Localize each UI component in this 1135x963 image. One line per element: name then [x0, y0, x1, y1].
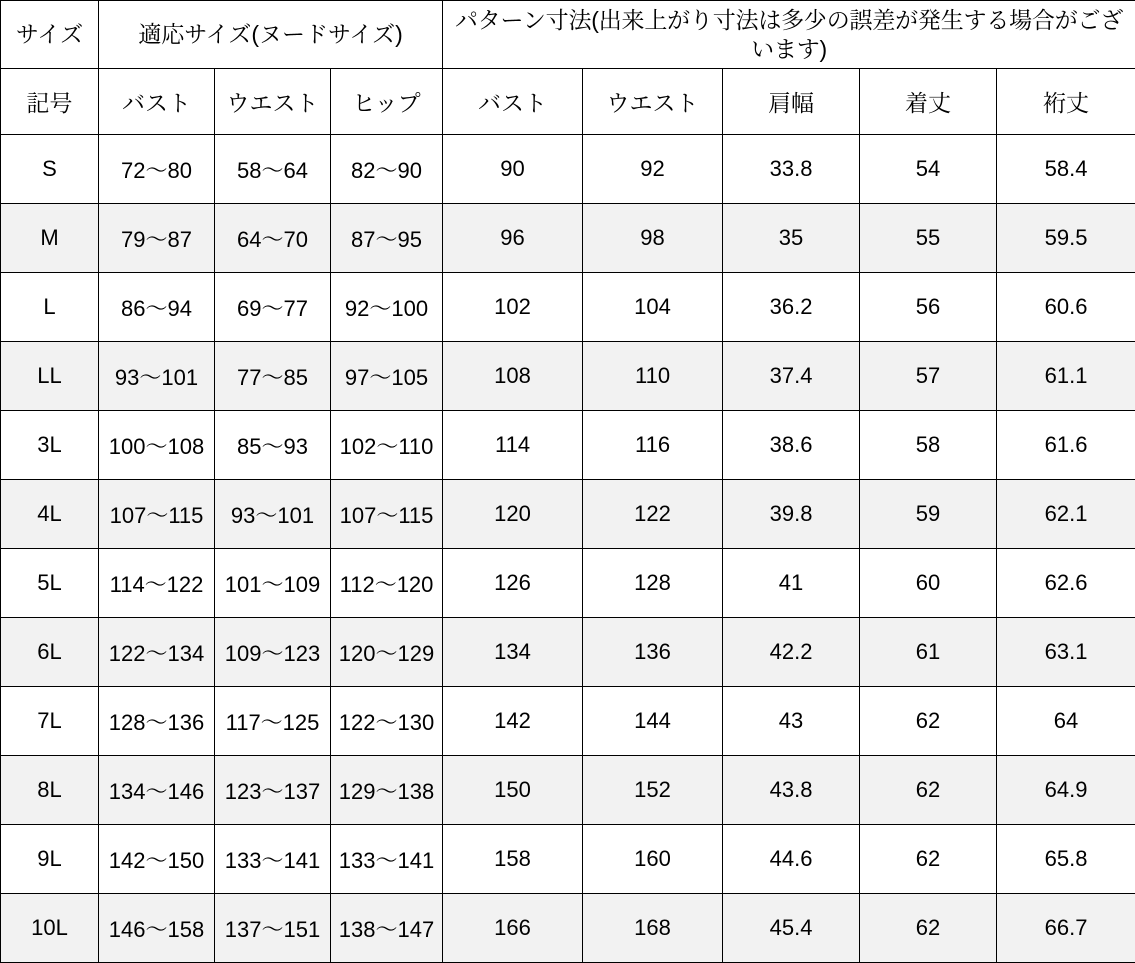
- cell-garment-length: 62: [860, 894, 997, 963]
- cell-garment-length: 59: [860, 480, 997, 549]
- column-header-sleeve-length: 裄丈: [997, 69, 1135, 135]
- cell-symbol: 3L: [1, 411, 99, 480]
- cell-symbol: M: [1, 204, 99, 273]
- cell-fit-hip: 120〜129: [331, 618, 443, 687]
- cell-pattern-bust: 96: [443, 204, 583, 273]
- cell-garment-length: 62: [860, 756, 997, 825]
- cell-pattern-waist: 122: [583, 480, 723, 549]
- cell-garment-length: 62: [860, 687, 997, 756]
- column-header-shoulder-width: 肩幅: [723, 69, 860, 135]
- cell-fit-waist: 64〜70: [215, 204, 331, 273]
- cell-garment-length: 55: [860, 204, 997, 273]
- header-pattern-size-group: パターン寸法(出来上がり寸法は多少の誤差が発生する場合がございます): [443, 1, 1135, 69]
- cell-pattern-waist: 152: [583, 756, 723, 825]
- cell-fit-waist: 117〜125: [215, 687, 331, 756]
- column-header-fit-bust: バスト: [99, 69, 215, 135]
- cell-pattern-waist: 136: [583, 618, 723, 687]
- cell-fit-hip: 133〜141: [331, 825, 443, 894]
- column-header-pattern-bust: バスト: [443, 69, 583, 135]
- cell-shoulder-width: 42.2: [723, 618, 860, 687]
- cell-pattern-bust: 102: [443, 273, 583, 342]
- cell-symbol: 6L: [1, 618, 99, 687]
- cell-pattern-waist: 160: [583, 825, 723, 894]
- cell-fit-bust: 107〜115: [99, 480, 215, 549]
- cell-pattern-bust: 114: [443, 411, 583, 480]
- cell-sleeve-length: 61.6: [997, 411, 1135, 480]
- cell-fit-bust: 86〜94: [99, 273, 215, 342]
- cell-fit-waist: 137〜151: [215, 894, 331, 963]
- column-header-garment-length: 着丈: [860, 69, 997, 135]
- table-row: [1, 618, 1135, 687]
- table-row: [1, 549, 1135, 618]
- column-header-symbol: 記号: [1, 69, 99, 135]
- cell-sleeve-length: 58.4: [997, 135, 1135, 204]
- cell-fit-bust: 79〜87: [99, 204, 215, 273]
- cell-symbol: L: [1, 273, 99, 342]
- cell-sleeve-length: 64.9: [997, 756, 1135, 825]
- cell-sleeve-length: 63.1: [997, 618, 1135, 687]
- header-fit-size-group: 適応サイズ(ヌードサイズ): [99, 1, 443, 69]
- cell-symbol: 8L: [1, 756, 99, 825]
- header-row-groups: [1, 1, 1135, 69]
- cell-symbol: 7L: [1, 687, 99, 756]
- cell-fit-hip: 87〜95: [331, 204, 443, 273]
- header-row-columns: [1, 69, 1135, 135]
- cell-symbol: 5L: [1, 549, 99, 618]
- cell-fit-hip: 122〜130: [331, 687, 443, 756]
- cell-symbol: 4L: [1, 480, 99, 549]
- cell-garment-length: 54: [860, 135, 997, 204]
- cell-sleeve-length: 60.6: [997, 273, 1135, 342]
- cell-fit-hip: 82〜90: [331, 135, 443, 204]
- cell-pattern-waist: 116: [583, 411, 723, 480]
- cell-pattern-waist: 92: [583, 135, 723, 204]
- cell-sleeve-length: 66.7: [997, 894, 1135, 963]
- cell-fit-hip: 97〜105: [331, 342, 443, 411]
- table-row: [1, 411, 1135, 480]
- cell-pattern-bust: 166: [443, 894, 583, 963]
- cell-shoulder-width: 44.6: [723, 825, 860, 894]
- cell-pattern-bust: 150: [443, 756, 583, 825]
- cell-fit-hip: 112〜120: [331, 549, 443, 618]
- cell-pattern-bust: 126: [443, 549, 583, 618]
- cell-pattern-bust: 158: [443, 825, 583, 894]
- cell-fit-hip: 107〜115: [331, 480, 443, 549]
- cell-pattern-bust: 120: [443, 480, 583, 549]
- cell-fit-bust: 100〜108: [99, 411, 215, 480]
- table-row: [1, 894, 1135, 963]
- cell-garment-length: 58: [860, 411, 997, 480]
- cell-fit-hip: 92〜100: [331, 273, 443, 342]
- table-row: [1, 135, 1135, 204]
- cell-shoulder-width: 43.8: [723, 756, 860, 825]
- cell-fit-hip: 129〜138: [331, 756, 443, 825]
- cell-fit-waist: 85〜93: [215, 411, 331, 480]
- cell-sleeve-length: 61.1: [997, 342, 1135, 411]
- cell-fit-waist: 93〜101: [215, 480, 331, 549]
- cell-shoulder-width: 37.4: [723, 342, 860, 411]
- cell-fit-waist: 133〜141: [215, 825, 331, 894]
- cell-garment-length: 61: [860, 618, 997, 687]
- cell-fit-bust: 134〜146: [99, 756, 215, 825]
- cell-shoulder-width: 33.8: [723, 135, 860, 204]
- cell-fit-hip: 102〜110: [331, 411, 443, 480]
- column-header-fit-hip: ヒップ: [331, 69, 443, 135]
- cell-sleeve-length: 62.6: [997, 549, 1135, 618]
- cell-shoulder-width: 45.4: [723, 894, 860, 963]
- table-body: [1, 135, 1135, 963]
- table-row: [1, 825, 1135, 894]
- cell-symbol: 10L: [1, 894, 99, 963]
- cell-shoulder-width: 35: [723, 204, 860, 273]
- table-row: [1, 756, 1135, 825]
- cell-fit-bust: 122〜134: [99, 618, 215, 687]
- cell-garment-length: 56: [860, 273, 997, 342]
- cell-fit-waist: 109〜123: [215, 618, 331, 687]
- cell-garment-length: 60: [860, 549, 997, 618]
- cell-pattern-bust: 90: [443, 135, 583, 204]
- cell-fit-bust: 146〜158: [99, 894, 215, 963]
- table-header: [1, 1, 1135, 135]
- cell-fit-bust: 93〜101: [99, 342, 215, 411]
- cell-symbol: S: [1, 135, 99, 204]
- cell-pattern-bust: 134: [443, 618, 583, 687]
- cell-symbol: 9L: [1, 825, 99, 894]
- cell-fit-waist: 77〜85: [215, 342, 331, 411]
- cell-fit-waist: 123〜137: [215, 756, 331, 825]
- column-header-fit-waist: ウエスト: [215, 69, 331, 135]
- cell-fit-waist: 101〜109: [215, 549, 331, 618]
- cell-sleeve-length: 65.8: [997, 825, 1135, 894]
- header-size: サイズ: [1, 1, 99, 69]
- cell-sleeve-length: 59.5: [997, 204, 1135, 273]
- table-row: [1, 273, 1135, 342]
- cell-pattern-waist: 128: [583, 549, 723, 618]
- cell-sleeve-length: 62.1: [997, 480, 1135, 549]
- cell-fit-bust: 142〜150: [99, 825, 215, 894]
- cell-sleeve-length: 64: [997, 687, 1135, 756]
- table-row: [1, 342, 1135, 411]
- table-row: [1, 204, 1135, 273]
- cell-shoulder-width: 41: [723, 549, 860, 618]
- cell-pattern-waist: 104: [583, 273, 723, 342]
- cell-pattern-bust: 142: [443, 687, 583, 756]
- column-header-pattern-waist: ウエスト: [583, 69, 723, 135]
- cell-fit-bust: 114〜122: [99, 549, 215, 618]
- cell-fit-hip: 138〜147: [331, 894, 443, 963]
- cell-pattern-waist: 110: [583, 342, 723, 411]
- cell-fit-bust: 128〜136: [99, 687, 215, 756]
- cell-garment-length: 57: [860, 342, 997, 411]
- cell-fit-bust: 72〜80: [99, 135, 215, 204]
- cell-shoulder-width: 39.8: [723, 480, 860, 549]
- table-row: [1, 687, 1135, 756]
- cell-pattern-waist: 98: [583, 204, 723, 273]
- cell-fit-waist: 58〜64: [215, 135, 331, 204]
- cell-shoulder-width: 38.6: [723, 411, 860, 480]
- table-row: [1, 480, 1135, 549]
- cell-shoulder-width: 43: [723, 687, 860, 756]
- cell-pattern-bust: 108: [443, 342, 583, 411]
- cell-pattern-waist: 144: [583, 687, 723, 756]
- cell-pattern-waist: 168: [583, 894, 723, 963]
- cell-shoulder-width: 36.2: [723, 273, 860, 342]
- cell-symbol: LL: [1, 342, 99, 411]
- cell-fit-waist: 69〜77: [215, 273, 331, 342]
- cell-garment-length: 62: [860, 825, 997, 894]
